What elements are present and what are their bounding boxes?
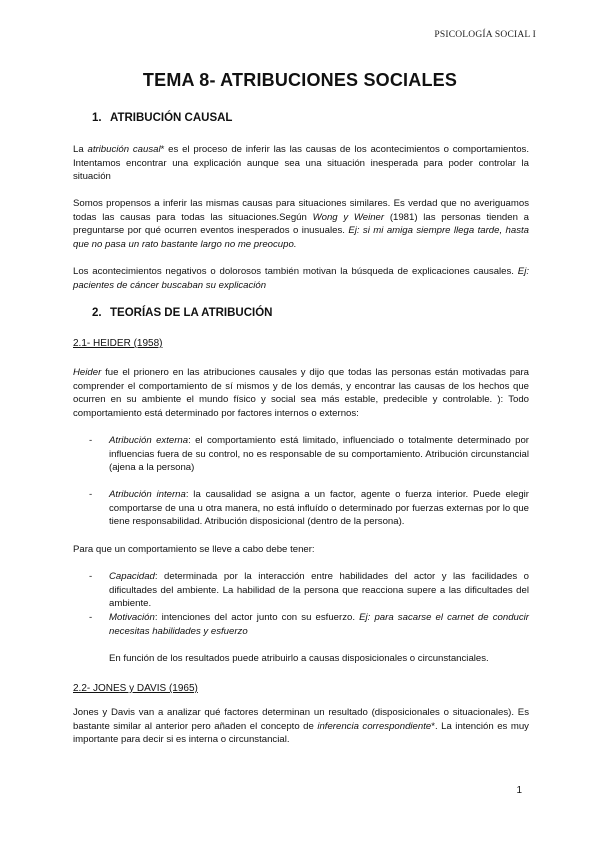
term: Motivación <box>109 612 155 623</box>
term: Atribución interna <box>109 489 186 500</box>
list-item <box>89 570 529 611</box>
text: : intenciones del actor junto con su esfuerzo. <box>154 612 360 623</box>
section-title: ATRIBUCIÓN CAUSAL <box>110 112 233 124</box>
text: La <box>73 144 88 155</box>
text: (1981) las personas tienden a preguntarse por qué ocurren eventos inesperados o inusuales. <box>73 211 529 237</box>
text: Jones y Davis van a analizar qué factores determinan un resultado (disposicionales o situacionales). Es bastante similar al anterior pero añaden el concepto de <box>73 707 529 732</box>
paragraph <box>73 366 529 420</box>
section-heading-atribucion-causal <box>92 112 232 124</box>
text: : determinada por la interacción entre habilidades del actor y las facilidades o dificultades del ambiente. La habilidad de la persona que reacciona supere a las dificultades del ambiente. <box>109 571 529 610</box>
bullet-dash: - <box>89 435 93 446</box>
emphasis: atribución causal <box>87 144 161 155</box>
term: Atribución externa <box>109 435 189 446</box>
subheading-heider: 2.1- HEIDER (1958) <box>73 338 163 349</box>
bullet-dash: - <box>89 571 93 582</box>
text: *. La intención es muy importante para decir si es interna o circunstancial. <box>73 720 529 746</box>
list-item <box>89 434 529 475</box>
running-header: PSICOLOGÍA SOCIAL I <box>434 30 536 40</box>
text: fue el prionero en las atribuciones causales y dijo que todas las personas están motivadas para comprender el comportamiento de sí mismos y de los demás, y encontrar las causas de los hechos que ocurren en su ambiente el mundo físico y social sea más estable, predecible y controlable. ): Todo comportamiento está determinado por factores internos o externos: <box>73 367 529 419</box>
page-number: 1 <box>516 785 522 796</box>
paragraph <box>73 143 529 184</box>
emphasis: Heider <box>73 367 102 378</box>
paragraph <box>73 265 529 292</box>
paragraph <box>73 197 529 251</box>
text: : la causalidad se asigna a un factor, agente o fuerza interior. Puede elegir comportarse de una u otra manera, no está influído o determinado por fuerzas externas por lo que tiene responsabilidad. Atribución disposicional (dentro de la persona). <box>109 489 530 528</box>
term: Capacidad <box>109 571 155 582</box>
bullet-dash: - <box>89 489 93 500</box>
section-number: 2. <box>92 307 102 319</box>
emphasis: Wong y Weiner <box>312 211 385 223</box>
text: * es el proceso de inferir las las causas de los acontecimientos o comportamientos. Intentamos encontrar una explicación aunque sea una situación inesperada para poder controlar la situación <box>73 144 529 183</box>
text: Los acontecimientos negativos o dolorosos también motivan la búsqueda de explicaciones causales. <box>73 266 518 277</box>
example: Ej: para sacarse el carnet de conducir necesitas habilidades y esfuerzo <box>109 612 529 637</box>
text: : el comportamiento está limitado, influenciado o totalmente determinado por influencias fuera de su control, no es responsable de su comportamiento. Atribución circunstancial (ajena a la persona) <box>109 435 529 474</box>
paragraph: En función de los resultados puede atribuirlo a causas disposicionales o circunstanciales. <box>109 653 489 664</box>
page-title: TEMA 8- ATRIBUCIONES SOCIALES <box>142 70 458 90</box>
paragraph: Para que un comportamiento se lleve a cabo debe tener: <box>73 544 315 555</box>
paragraph <box>73 706 529 747</box>
section-heading-teorias-atribucion <box>92 307 273 319</box>
bullet-dash: - <box>89 612 93 623</box>
emphasis: inferencia correspondiente <box>317 720 432 732</box>
section-title: TEORÍAS DE LA ATRIBUCIÓN <box>110 307 273 319</box>
list-item <box>89 611 529 638</box>
list-item <box>89 488 529 529</box>
example: Ej: pacientes de cáncer buscaban su explicación <box>73 266 529 291</box>
section-number: 1. <box>92 112 102 124</box>
text: Somos propensos a inferir las mismas causas para situaciones similares. Es verdad que no averiguamos todas las causas para todas las situaciones.Según <box>73 198 529 223</box>
example: Ej: si mi amiga siempre llega tarde, hasta que no pasa un rato bastante largo no me preocupo. <box>73 225 529 250</box>
subheading-jones-davis: 2.2- JONES y DAVIS (1965) <box>73 683 198 694</box>
